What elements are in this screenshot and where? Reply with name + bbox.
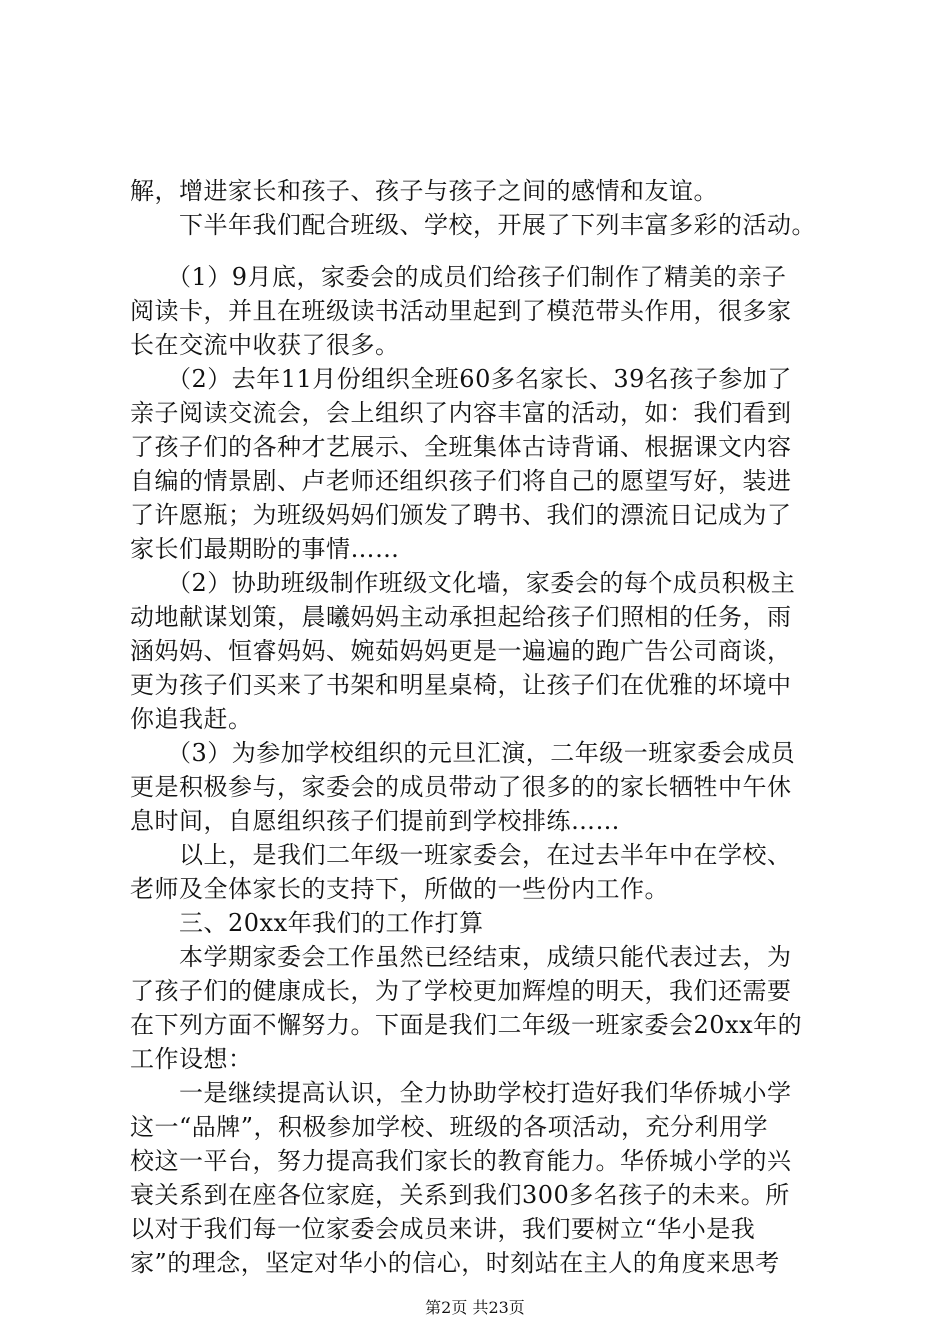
text-line: 下半年我们配合班级、学校，开展了下列丰富多彩的活动。 bbox=[130, 211, 816, 239]
text-line: 校这一平台，努力提高我们家长的教育能力。华侨城小学的兴 bbox=[130, 1147, 792, 1175]
text-line: 以对于我们每一位家委会成员来讲，我们要树立“华小是我 bbox=[130, 1215, 756, 1243]
text-line: 自编的情景剧、卢老师还组织孩子们将自己的愿望写好，装进 bbox=[130, 467, 792, 495]
text-line: 更是积极参与，家委会的成员带动了很多的的家长牺牲中午休 bbox=[130, 773, 792, 801]
text-line: 长在交流中收获了很多。 bbox=[130, 331, 400, 359]
text-line: 涵妈妈、恒睿妈妈、婉茹妈妈更是一遍遍的跑广告公司商谈， bbox=[130, 637, 792, 665]
text-line: 以上，是我们二年级一班家委会，在过去半年中在学校、 bbox=[130, 841, 792, 869]
text-line: 了孩子们的各种才艺展示、全班集体古诗背诵、根据课文内容 bbox=[130, 433, 792, 461]
text-line: 家长们最期盼的事情…… bbox=[130, 535, 400, 563]
text-line: 你追我赶。 bbox=[130, 705, 253, 733]
text-line: 阅读卡，并且在班级读书活动里起到了模范带头作用，很多家 bbox=[130, 297, 792, 325]
text-line: 家”的理念，坚定对华小的信心，时刻站在主人的角度来思考 bbox=[130, 1249, 780, 1277]
text-line: 工作设想： bbox=[130, 1045, 253, 1073]
text-line: 一是继续提高认识，全力协助学校打造好我们华侨城小学 bbox=[130, 1079, 792, 1107]
text-line: 解，增进家长和孩子、孩子与孩子之间的感情和友谊。 bbox=[130, 177, 718, 205]
text-line: 动地献谋划策，晨曦妈妈主动承担起给孩子们照相的任务，雨 bbox=[130, 603, 792, 631]
text-line: 息时间，自愿组织孩子们提前到学校排练…… bbox=[130, 807, 620, 835]
text-line: （3）为参加学校组织的元旦汇演，二年级一班家委会成员 bbox=[130, 739, 796, 767]
text-line: （1）9月底，家委会的成员们给孩子们制作了精美的亲子 bbox=[130, 263, 787, 291]
text-line: 老师及全体家长的支持下，所做的一些份内工作。 bbox=[130, 875, 669, 903]
text-line: 三、20xx年我们的工作打算 bbox=[130, 909, 484, 937]
text-line: 更为孩子们买来了书架和明星桌椅，让孩子们在优雅的坏境中 bbox=[130, 671, 792, 699]
text-line: 本学期家委会工作虽然已经结束，成绩只能代表过去，为 bbox=[130, 943, 792, 971]
text-line: 这一“品牌”，积极参加学校、班级的各项活动，充分利用学 bbox=[130, 1113, 769, 1141]
text-line: （2）去年11月份组织全班60多名家长、39名孩子参加了 bbox=[130, 365, 792, 393]
text-line: 亲子阅读交流会，会上组织了内容丰富的活动，如：我们看到 bbox=[130, 399, 792, 427]
text-line: （2）协助班级制作班级文化墙，家委会的每个成员积极主 bbox=[130, 569, 796, 597]
text-line: 衰关系到在座各位家庭，关系到我们300多名孩子的未来。所 bbox=[130, 1181, 790, 1209]
page-number-footer: 第2页 共23页 bbox=[425, 1298, 525, 1317]
text-line: 在下列方面不懈努力。下面是我们二年级一班家委会20xx年的 bbox=[130, 1011, 803, 1039]
text-line: 了许愿瓶；为班级妈妈们颁发了聘书、我们的漂流日记成为了 bbox=[130, 501, 792, 529]
text-line: 了孩子们的健康成长，为了学校更加辉煌的明天，我们还需要 bbox=[130, 977, 792, 1005]
